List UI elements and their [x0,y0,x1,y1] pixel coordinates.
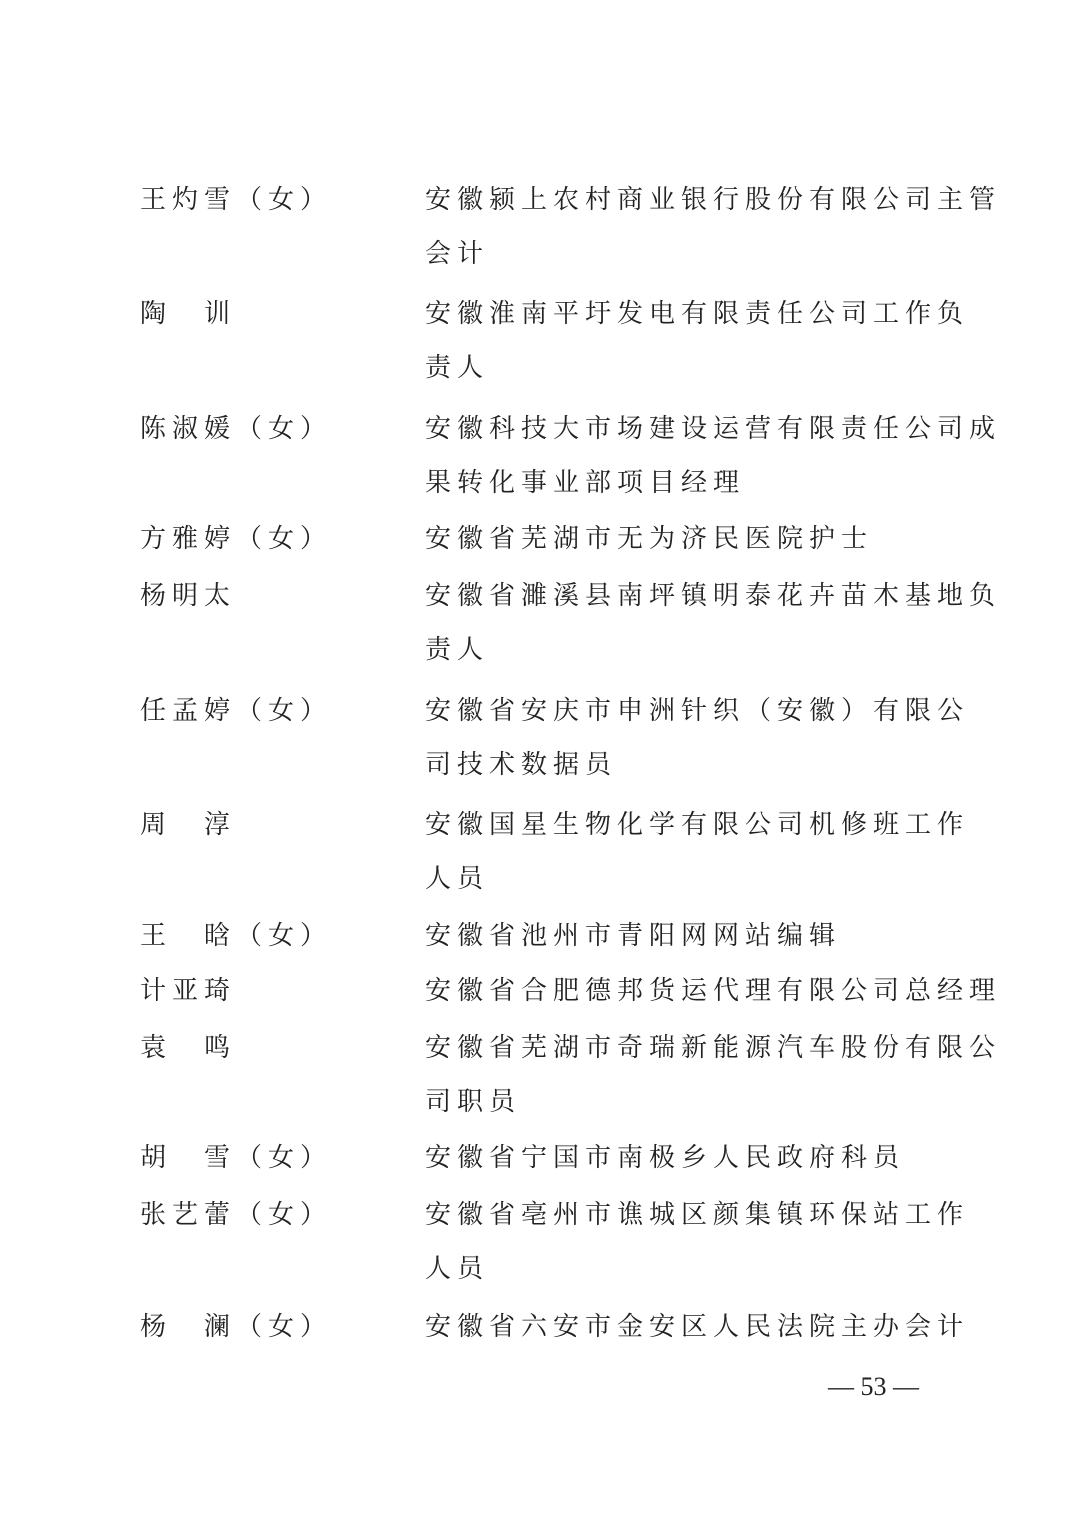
person-name: 胡 雪（女） [140,1143,333,1173]
affiliation-line: 安徽国星生物化学有限公司机修班工作 [425,810,970,840]
person-name: 杨明太 [140,581,237,611]
person-affiliation [425,287,970,395]
person-affiliation [425,512,950,566]
affiliation-line: 责人 [425,635,490,665]
person-name: 方雅婷（女） [140,524,333,554]
affiliation-line: 安徽淮南平圩发电有限责任公司工作负 [425,299,970,329]
affiliation-line: 司技术数据员 [425,750,618,780]
affiliation-line: 安徽颍上农村商业银行股份有限公司主管 [425,185,1002,215]
person-name: 陈淑媛（女） [140,414,333,444]
affiliation-line: 司职员 [425,1087,522,1117]
person-affiliation [425,1131,950,1185]
person-name: 计亚琦 [140,976,237,1006]
person-affiliation [425,964,1002,1018]
person-name: 任孟婷（女） [140,696,333,726]
person-affiliation [425,173,1002,281]
person-affiliation [425,798,970,906]
affiliation-line: 安徽省安庆市申洲针织（安徽）有限公 [425,696,970,726]
affiliation-line: 安徽省芜湖市无为济民医院护士 [425,524,874,554]
affiliation-line: 会计 [425,239,490,269]
person-affiliation [425,684,970,792]
affiliation-line: 人员 [425,1254,490,1284]
affiliation-line: 安徽省亳州市谯城区颜集镇环保站工作 [425,1200,970,1230]
affiliation-line: 人员 [425,864,490,894]
affiliation-line: 安徽省池州市青阳网网站编辑 [425,921,842,951]
affiliation-line: 安徽省宁国市南极乡人民政府科员 [425,1143,906,1173]
person-affiliation [425,909,950,963]
person-affiliation [425,569,1002,677]
affiliation-line: 安徽省六安市金安区人民法院主办会计 [425,1312,970,1342]
page-number: — 53 — [828,1372,919,1401]
person-affiliation [425,1188,970,1296]
person-name: 王灼雪（女） [140,185,333,215]
person-affiliation [425,402,1002,510]
person-name: 王 晗（女） [140,921,333,951]
affiliation-line: 安徽省合肥德邦货运代理有限公司总经理 [425,976,1002,1006]
affiliation-line: 安徽科技大市场建设运营有限责任公司成 [425,414,1002,444]
person-name: 陶 训 [140,299,237,329]
affiliation-line: 安徽省芜湖市奇瑞新能源汽车股份有限公 [425,1033,1002,1063]
person-name: 张艺蕾（女） [140,1200,333,1230]
affiliation-line: 安徽省濉溪县南坪镇明泰花卉苗木基地负 [425,581,1002,611]
person-name: 杨 澜（女） [140,1312,333,1342]
person-affiliation [425,1300,970,1354]
affiliation-line: 责人 [425,353,490,383]
person-name: 周 淳 [140,810,237,840]
person-affiliation [425,1021,1002,1129]
person-name: 袁 鸣 [140,1033,237,1063]
affiliation-line: 果转化事业部项目经理 [425,468,746,498]
